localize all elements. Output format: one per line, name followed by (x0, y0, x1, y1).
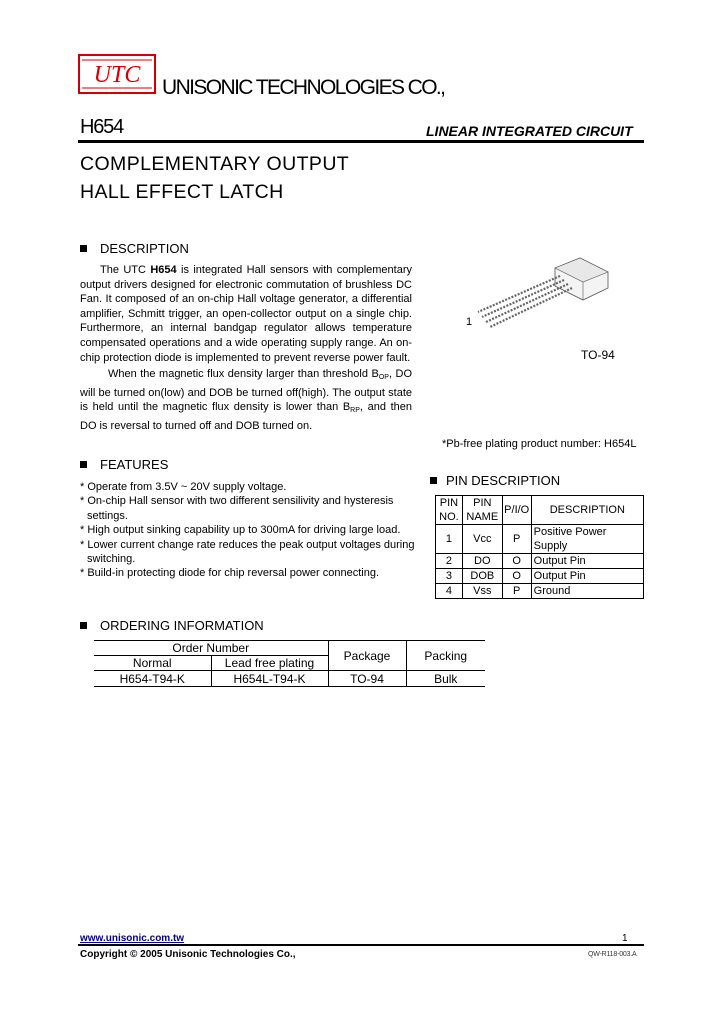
list-item: * Build-in protecting diode for chip reversal power connecting. (80, 567, 379, 580)
description-heading: DESCRIPTION (80, 241, 189, 256)
list-item: * On-chip Hall sensor with two different sensilivity and hysteresis settings. (80, 495, 394, 522)
bullet-square-icon (80, 622, 87, 629)
bullet-square-icon (80, 245, 87, 252)
header-normal: Normal (94, 656, 211, 671)
pin1-label: 1 (466, 316, 473, 328)
list-item: * Operate from 3.5V ~ 20V supply voltage. (80, 481, 287, 493)
table-header-row (436, 496, 644, 525)
table-row: 1 Vcc P Positive Power Supply (436, 525, 644, 554)
page-title (80, 150, 349, 206)
package-name: TO-94 (581, 348, 615, 362)
website-link[interactable]: www.unisonic.com.tw (80, 933, 185, 944)
category-label: LINEAR INTEGRATED CIRCUIT (426, 123, 633, 139)
ordering-table (94, 640, 485, 687)
to94-package-image (460, 250, 620, 340)
header-pin-name: PIN NAME (462, 496, 502, 525)
description-text (80, 263, 412, 434)
copyright: Copyright © 2005 Unisonic Technologies Co., (80, 949, 296, 960)
table-row: 3 DOB O Output Pin (436, 569, 644, 584)
list-item: * High output sinking capability up to 300mA for driving large load. (80, 524, 401, 537)
utc-logo (78, 54, 156, 94)
header-order-number: Order Number (94, 641, 328, 656)
table-row: H654-T94-K H654L-T94-K TO-94 Bulk (94, 671, 485, 687)
header-packing: Packing (424, 648, 468, 663)
header-rule (78, 140, 644, 143)
description-paragraph-2: When the magnetic flux density larger than threshold $B_{OP}$, DO will be turned on(low) and DOB be turned off(high). The output state is held until the magnetic flux density is lower than $B_{RP}$, and then DO is reversal to turned off and DOB turned on. (80, 368, 412, 432)
header-package: Package (328, 641, 406, 671)
part-number: H654 (80, 116, 124, 138)
page-number: 1 (622, 933, 628, 944)
company-name: UNISONIC TECHNOLOGIES CO., (162, 76, 445, 99)
header-pio: P/I/O (502, 496, 531, 525)
pin-table (435, 495, 644, 599)
ordering-heading: ORDERING INFORMATION (80, 618, 264, 633)
logo-text: UTC (93, 62, 141, 88)
pin-description-heading: PIN DESCRIPTION (430, 473, 560, 488)
bullet-square-icon (80, 461, 87, 468)
header-lead-free: Lead free plating (211, 656, 328, 671)
header-description: DESCRIPTION (531, 496, 643, 525)
features-list (80, 480, 420, 581)
bullet-square-icon (430, 477, 437, 484)
header-pin-no: PIN NO. (436, 496, 463, 525)
document-number: QW-R118-003.A (588, 951, 637, 958)
list-item: * Lower current change rate reduces the peak output voltages during switching. (80, 538, 415, 566)
description-paragraph-1: The UTC H654 is integrated Hall sensors with complementary output drivers designed for electronic commutation of brushless DC Fan. It composed of an on-chip Hall voltage generator, a differential amplifier, Schmitt trigger, an open-collector output on a single chip. Furthermore, an internal bandgap regulator allows temperature compensated operations and a wide operating supply range. An on-chip protection diode is implemented to prevent reverse power fault. (80, 264, 412, 364)
title-line-2: HALL EFFECT LATCH (80, 181, 284, 203)
title-line-1: COMPLEMENTARY OUTPUT (80, 153, 350, 175)
footer-rule (78, 944, 644, 946)
pb-free-note: *Pb-free plating product number: H654L (442, 438, 637, 450)
table-row: 2 DO O Output Pin (436, 554, 644, 569)
features-heading: FEATURES (80, 457, 168, 472)
table-row: 4 Vss P Ground (436, 584, 644, 599)
